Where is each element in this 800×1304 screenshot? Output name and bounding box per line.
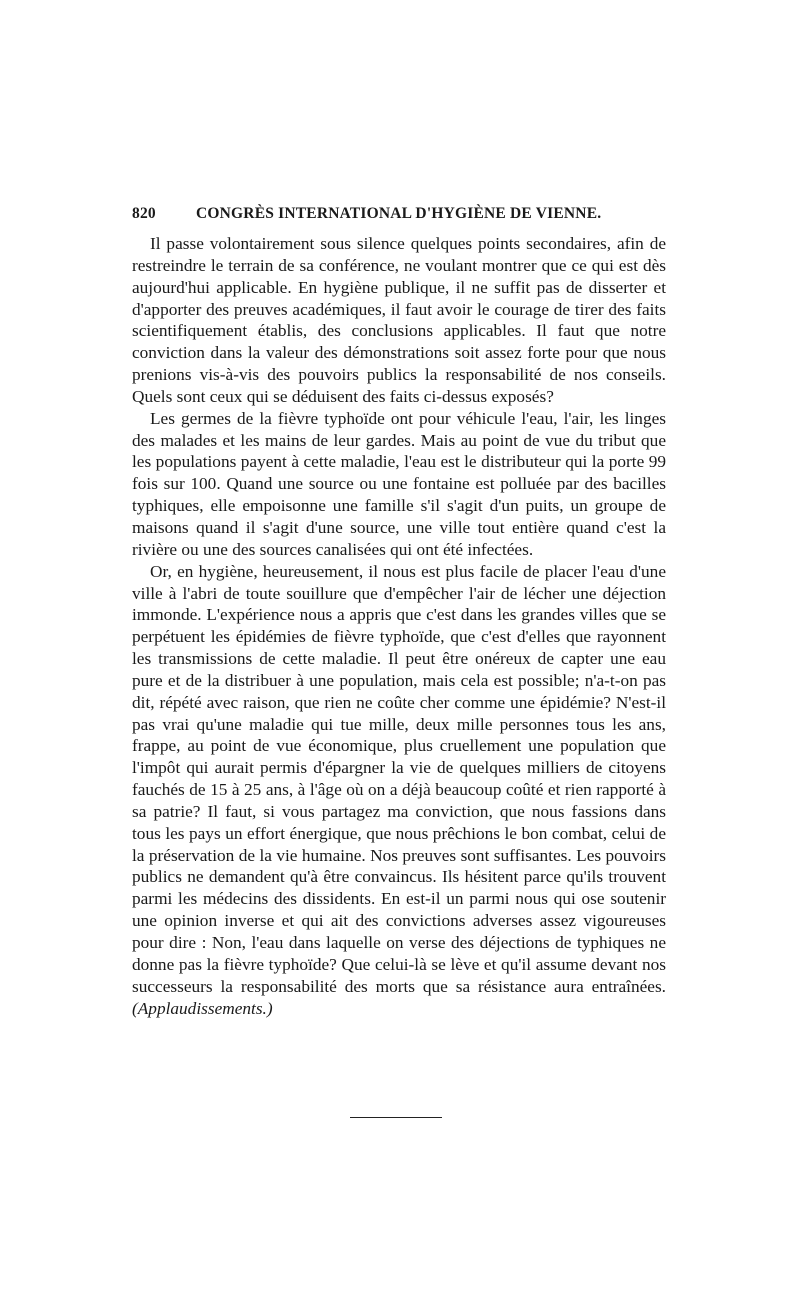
paragraph-3-text: Or, en hygiène, heureusement, il nous est plus facile de placer l'eau d'une ville à l'abri de toute souillure que d'empêcher l'air de lécher une déjection immonde. L'expérience nous a appris que c'est dans les grandes villes que se perpétuent les épidémies de fièvre typhoïde, que c'est d'elles que rayonnent les transmissions de cette maladie. Il peut être onéreux de capter une eau pure et de la distribuer à une population, mais cela est possible; n'a-t-on pas dit, répété avec raison, que rien ne coûte cher comme une épidémie? N'est-il pas vrai qu'une maladie qui tue mille, deux mille personnes tous les ans, frappe, au point de vue économique, plus cruellement une population que l'impôt qui aurait permis d'épargner la vie de quelques milliers de citoyens fauchés de 15 à 25 ans, à l'âge où on a déjà beaucoup coûté et rien rapporté à sa patrie? Il faut, si vous partagez ma conviction, que nous fassions dans tous les pays un effort énergique, que nous prêchions le bon combat, celui de la préservation de la vie humaine. Nos preuves sont suffisantes. Les pouvoirs publics ne demandent qu'à être convaincus. Ils hésitent parce qu'ils trouvent parmi les médecins des dissidents. En est-il un parmi nous qui ose soutenir une opinion inverse et qui ait des convictions adverses assez vigoureuses pour dire : Non, l'eau dans laquelle on verse des déjections de typhiques ne donne pas la fièvre typhoïde? Que celui-là se lève et qu'il assume devant nos successeurs la responsabilité des morts que sa résistance aura entraînées. (132, 561, 666, 996)
paragraph-1: Il passe volontairement sous silence quelques points secondaires, afin de restreindre le terrain de sa conférence, ne voulant montrer que ce qui est dès aujourd'hui applicable. En hygiène publique, il ne suffit pas de disserter et d'apporter des preuves académiques, il faut avoir le courage de tirer des faits scientifiquement établis, des conclusions applicables. Il faut que notre conviction dans la valeur des démonstrations soit assez forte pour que nous prenions vis-à-vis des pouvoirs publics la responsabilité de nos conseils. Quels sont ceux qui se déduisent des faits ci-dessus exposés? (132, 234, 666, 406)
closing-rule (350, 1117, 442, 1118)
paragraph-3 (132, 561, 666, 1020)
paragraph-2: Les germes de la fièvre typhoïde ont pour véhicule l'eau, l'air, les linges des malades et les mains de leur gardes. Mais au point de vue du tribut que les populations payent à cette maladie, l'eau est le distributeur qui la porte 99 fois sur 100. Quand une source ou une fontaine est polluée par des bacilles typhiques, elle empoisonne une famille s'il s'agit d'un puits, un groupe de maisons quand il s'agit d'une source, une ville tout entière quand c'est la rivière ou une des sources canalisées qui ont été infectées. (132, 408, 666, 559)
running-head (132, 205, 666, 231)
page-number: 820 (132, 205, 156, 222)
body-text (132, 233, 666, 1019)
applause-note: (Applaudissements.) (132, 998, 273, 1018)
book-page (132, 205, 666, 1019)
running-head-title: CONGRÈS INTERNATIONAL D'HYGIÈNE DE VIENNE. (196, 205, 602, 222)
